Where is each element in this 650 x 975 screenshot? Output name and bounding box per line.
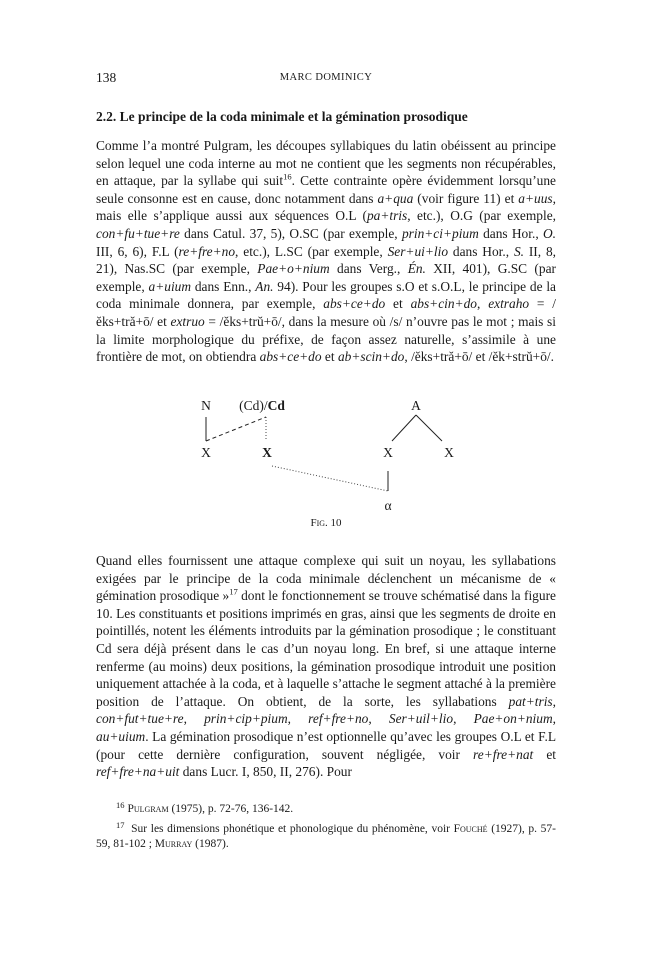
node-a: A	[411, 398, 421, 413]
dotted-line-x-alpha	[272, 466, 388, 491]
footnotes	[96, 798, 556, 853]
paragraph-1: Comme l’a montré Pulgram, les découpes syllabiques du latin obéissent au principe selon lequel une coda interne au mot ne contient que les segments non récupérables, en attaque, par la syllabe qui suit$^{16}$. Cette contrainte opère évidemment lorsqu’une seule consonne est en cause, donc notamment dans a+qua (voir figure 11) et a+uus, mais elle s’applique aussi aux séquences O.L (pa+tris, etc.), O.G (par exemple, con+fu+tue+re dans Catul. 37, 5), O.SC (par exemple, prin+ci+pium dans Hor., O. III, 6, 6), F.L (re+fre+no, etc.), L.SC (par exemple, Ser+ui+lio dans Hor., S. II, 8, 21), Nas.SC (par exemple, Pae+o+nium dans Verg., Én. XII, 401), G.SC (par exemple, a+uium dans Enn., An. 94). Pour les groupes s.O et s.O.L, le principe de la coda minimale donnera, par exemple, abs+ce+do et abs+cin+do, extraho = /ĕks+tră+ō/ et extruo = /ĕks+trŭ+ō/, dans la mesure où /s/ n’ouvre pas le mot ; mais si la limite morphologique du préfixe, de façon assez naturelle, s’assimile à une frontière de mot, on obtiendra abs+ce+do et ab+scin+do, /ĕks+tră+ō/ et /ĕk+strŭ+ō/.	[96, 138, 557, 365]
node-x2-bold: X	[262, 445, 272, 460]
running-head: MARC DOMINICY	[279, 72, 373, 83]
dashed-line-x-cd	[206, 417, 266, 441]
page-header	[96, 70, 556, 86]
node-x3: X	[383, 445, 393, 460]
line-a-x3	[392, 415, 416, 441]
node-alpha: α	[384, 498, 392, 513]
page-number: 138	[96, 70, 117, 85]
footnote-ref-17[interactable]: 17	[229, 586, 238, 597]
syllable-tree-diagram	[96, 395, 556, 535]
line-a-x4	[416, 415, 442, 441]
node-x4: X	[444, 445, 454, 460]
figure-caption: Fig. 10	[310, 517, 342, 529]
section-title: 2.2. Le principe de la coda minimale et la gémination prosodique	[96, 109, 468, 124]
node-n: N	[201, 398, 211, 413]
figure-10	[96, 395, 556, 535]
node-x1: X	[201, 445, 211, 460]
paragraph-2: Quand elles fournissent une attaque complexe qui suit un noyau, les syllabations exigées par le principe de la coda minimale déclenchent un mécanisme de « gémination prosodique »$^{17}$ dont le fonctionnement se trouve schématisé dans la figure 10. Les constituants et positions imprimés en gras, ainsi que les segments de droite en pointillés, notent les éléments introduits par la gémination prosodique ; le constituant Cd sera déjà présent dans le cas d’un noyau long. En bref, si une attaque interne renferme (au moins) deux positions, la gémination prosodique introduit une position uniquement attachée à la coda, et à laquelle s’attache le segment attaché à la première position de l’attaque. On obtient, de la sorte, les syllabations pat+tris, con+fut+tue+re, prin+cip+pium, ref+fre+no, Ser+uil+lio, Pae+on+nium, au+uium. La gémination prosodique n’est optionnelle qu’avec les groupes O.L et F.L (pour cette dernière configuration, souvent négligée, voir re+fre+nat et ref+fre+na+uit dans Lucr. I, 850, II, 276). Pour	[96, 553, 556, 780]
footnote-ref-16[interactable]: 16	[283, 171, 292, 182]
footnote-17: $^{17}$ Sur les dimensions phonétique et phonologique du phénomène, voir Fouché (1927), p. 57-59, 81-102 ; Murray (1987).	[96, 819, 556, 850]
footnote-16: $^{16}$ Pulgram (1975), p. 72-76, 136-142.	[116, 800, 294, 815]
node-cd: (Cd)/Cd	[239, 398, 285, 413]
